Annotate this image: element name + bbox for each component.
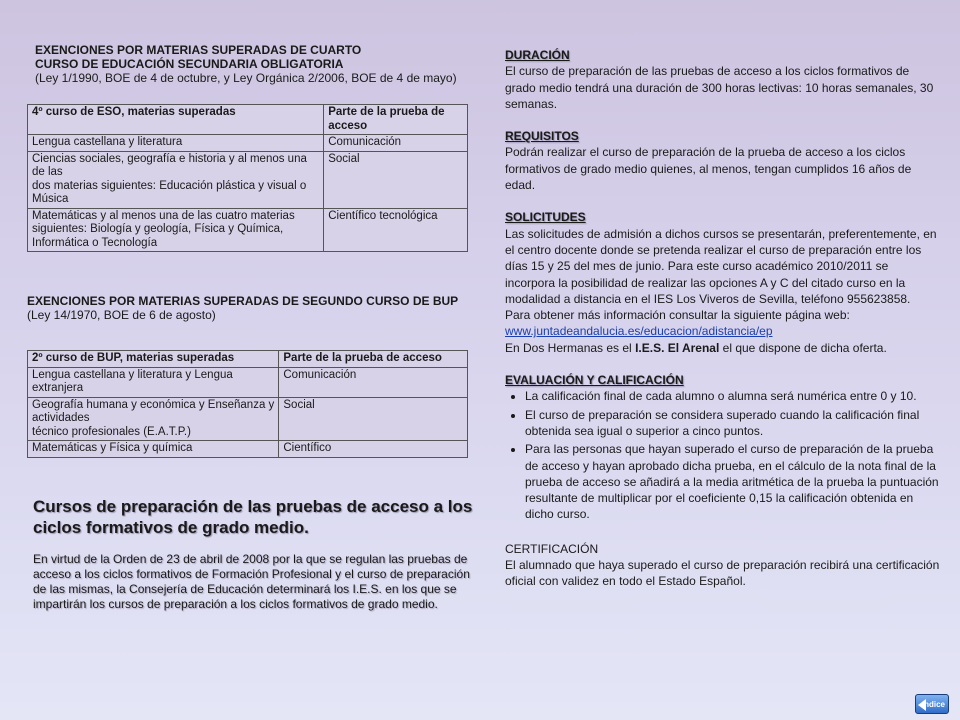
bup-exemptions-header: [27, 294, 477, 322]
eso-header-law: (Ley 1/1990, BOE de 4 de octubre, y Ley Orgánica 2/2006, BOE de 4 de mayo): [35, 71, 457, 85]
bup-header-law: (Ley 14/1970, BOE de 6 de agosto): [27, 308, 216, 322]
requisitos-text: Podrán realizar el curso de preparación de la prueba de acceso a los ciclos formativos de grado medio quienes, al menos, tengan cumplidos 16 años de edad.: [505, 145, 912, 193]
dos-hermanas-text: [505, 340, 940, 356]
table-cell: Social: [279, 397, 468, 441]
dh-suffix: el que dispone de dicha oferta.: [719, 340, 887, 355]
bup-exemptions-table: [27, 350, 468, 458]
table-header-cell: Parte de la prueba de acceso: [279, 351, 468, 368]
table-cell: Matemáticas y al menos una de las cuatro materias siguientes: Biología y geología, Física y Química, Informática o Tecnología: [28, 208, 324, 252]
evaluacion-list: [505, 388, 940, 522]
list-item: • La calificación final de cada alumno o alumna será numérica entre 0 y 10.: [525, 388, 940, 404]
table-header-cell: 4º curso de ESO, materias superadas: [28, 105, 324, 135]
solicitudes-text: Las solicitudes de admisión a dichos cursos se presentarán, preferentemente, en el centro docente donde se pretenda realizar el curso de preparación entre los días 15 y 25 del mes de junio. Para este curso académico 2010/2011 se incorpora la posibilidad de realizar las opciones A y C del citado curso en la modalidad a distancia en el IES Los Viveros de Sevilla, teléfono 955623858.: [505, 226, 937, 306]
table-header-row: [28, 105, 468, 135]
table-cell: Científico tecnológica: [324, 208, 468, 252]
table-cell: Científico: [279, 441, 468, 458]
table-cell: Geografía humana y económica y Enseñanza y actividades técnico profesionales (E.A.T.P.): [28, 397, 279, 441]
web-info-text: Para obtener más información consultar la siguiente página web:: [505, 308, 850, 323]
list-item: • Para las personas que hayan superado el curso de preparación de la prueba de acceso y hayan aprobado dicha prueba, en el cálculo de la nota final de la prueba de acceso se añadirá a la media aritmética de la prueba la puntuación resultante de multiplicar por el coeficiente 0,15 la calificación obtenida en dicho curso.: [525, 441, 940, 522]
section-evaluacion: [505, 372, 940, 523]
table-header-row: [28, 351, 468, 368]
junta-andalucia-link[interactable]: www.juntadeandalucia.es/educacion/adistancia/ep: [505, 324, 773, 339]
list-item: • El curso de preparación se considera superado cuando la calificación final obtenida sea igual o superior a cinco puntos.: [525, 407, 940, 440]
table-cell: Matemáticas y Física y química: [28, 441, 279, 458]
requisitos-heading: REQUISITOS: [505, 129, 579, 144]
solicitudes-heading: SOLICITUDES: [505, 210, 586, 225]
table-row: [28, 135, 468, 152]
table-row: [28, 151, 468, 208]
back-arrow-icon: [918, 699, 926, 711]
table-row: [28, 208, 468, 252]
eso-header-line1: EXENCIONES POR MATERIAS SUPERADAS DE CUARTO: [35, 43, 362, 57]
intro-paragraph: En virtud de la Orden de 23 de abril de 2008 por la que se regulan las pruebas de acceso a los ciclos formativos de Formación Profesional y el curso de preparación de las mismas, la Consejería de Educación determinará los I.E.S. en los que se impartirán los cursos de preparación a los ciclos formativos de grado medio.: [33, 552, 470, 611]
duracion-text: El curso de preparación de las pruebas de acceso a los ciclos formativos de grado medio tendrá una duración de 300 horas lectivas: 10 horas semanales, 30 semanas.: [505, 64, 934, 111]
page-title: Cursos de preparación de las pruebas de acceso a los ciclos formativos de grado medio.: [33, 497, 473, 537]
info-column: [505, 47, 940, 590]
bup-header-line1: EXENCIONES POR MATERIAS SUPERADAS DE SEGUNDO CURSO DE BUP: [27, 294, 459, 308]
table-row: [28, 441, 468, 458]
table-cell: Comunicación: [324, 135, 468, 152]
section-solicitudes: [505, 209, 940, 356]
index-button-label: índice: [921, 700, 945, 709]
section-duracion: [505, 47, 940, 112]
index-back-button[interactable]: [915, 694, 949, 714]
eso-exemptions-table: [27, 104, 468, 252]
table-header-cell: 2º curso de BUP, materias superadas: [28, 351, 279, 368]
eso-exemptions-header: [35, 43, 495, 85]
certificacion-heading: CERTIFICACIÓN: [505, 541, 599, 556]
table-cell: Lengua castellana y literatura y Lengua extranjera: [28, 367, 279, 397]
table-header-cell: Parte de la prueba de acceso: [324, 105, 468, 135]
table-row: [28, 367, 468, 397]
dh-prefix: En Dos Hermanas es el: [505, 340, 636, 355]
section-requisitos: [505, 128, 940, 193]
table-row: [28, 397, 468, 441]
table-cell: Ciencias sociales, geografía e historia y al menos una de las dos materias siguientes: Educación plástica y visual o Música: [28, 151, 324, 208]
table-cell: Comunicación: [279, 367, 468, 397]
table-cell: Lengua castellana y literatura: [28, 135, 324, 152]
section-certificacion: [505, 541, 940, 590]
table-cell: Social: [324, 151, 468, 208]
ies-name: I.E.S. El Arenal: [635, 340, 720, 355]
certificacion-text: El alumnado que haya superado el curso de preparación recibirá una certificación oficial con validez en todo el Estado Español.: [505, 558, 940, 589]
evaluacion-heading: EVALUACIÓN Y CALIFICACIÓN: [505, 373, 684, 388]
duracion-heading: DURACIÓN: [505, 48, 570, 62]
eso-header-line2: CURSO DE EDUCACIÓN SECUNDARIA OBLIGATORIA: [35, 57, 344, 71]
